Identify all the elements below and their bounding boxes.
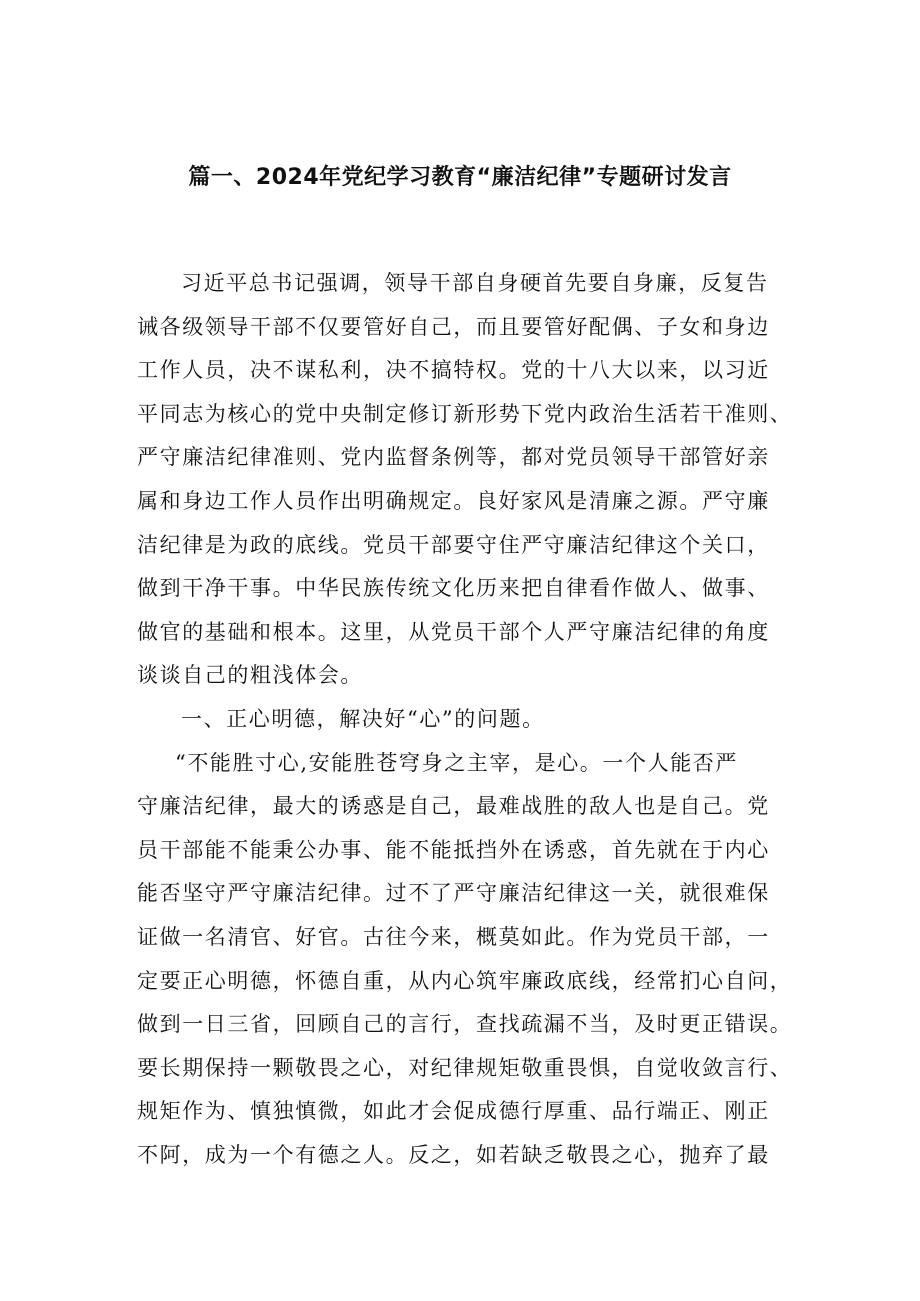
paragraph-line: 习近平总书记强调，领导干部自身硬首先要自身廉，反复告 [181, 271, 769, 295]
paragraph-line: 定要正心明德，怀德自重，从内心筑牢廉政底线，经常扪心自问， [137, 968, 793, 993]
paragraph-line: 工作人员，决不谋私利，决不搞特权。党的十八大以来，以习近 [137, 358, 770, 383]
paragraph-line: 守廉洁纪律，最大的诱惑是自己，最难战胜的敌人也是自己。党 [137, 794, 770, 819]
paragraph-line: 做到干净干事。中华民族传统文化历来把自律看作做人、做事、 [137, 576, 770, 601]
section-heading: 一、正心明德，解决好“心”的问题。 [181, 706, 545, 731]
paragraph-line: 要长期保持一颗敬畏之心，对纪律规矩敬重畏惧，自觉收敛言行、 [137, 1055, 793, 1080]
document-body [137, 262, 797, 1177]
paragraph-line: 严守廉洁纪律准则、党内监督条例等，都对党员领导干部管好亲 [137, 445, 770, 470]
paragraph-line: “不能胜寸心,安能胜苍穹身之主宰，是心。一个人能否严 [175, 750, 739, 775]
paragraph-line: 属和身边工作人员作出明确规定。良好家风是清廉之源。严守廉 [137, 488, 770, 513]
paragraph-line: 平同志为核心的党中央制定修订新形势下党内政治生活若干准则、 [137, 401, 793, 426]
paragraph-line: 谈谈自己的粗浅体会。 [137, 663, 363, 688]
paragraph-line: 洁纪律是为政的底线。党员干部要守住严守廉洁纪律这个关口， [137, 532, 770, 557]
paragraph-line: 诫各级领导干部不仅要管好自己，而且要管好配偶、子女和身边 [137, 314, 770, 339]
document-title: 篇一、2024年党纪学习教育“廉洁纪律”专题研讨发言 [188, 165, 732, 190]
paragraph-line: 规矩作为、慎独慎微，如此才会促成德行厚重、品行端正、刚正 [137, 1099, 770, 1124]
paragraph-line: 能否坚守严守廉洁纪律。过不了严守廉洁纪律这一关，就很难保 [137, 881, 770, 906]
paragraph-line: 做官的基础和根本。这里，从党员干部个人严守廉洁纪律的角度 [137, 619, 770, 644]
paragraph-line: 证做一名清官、好官。古往今来，概莫如此。作为党员干部，一 [137, 924, 770, 949]
paragraph-line: 员干部能不能秉公办事、能不能抵挡外在诱惑，首先就在于内心 [137, 837, 770, 862]
paragraph-line: 不阿，成为一个有德之人。反之，如若缺乏敬畏之心，抛弃了最 [137, 1142, 770, 1167]
paragraph-line: 做到一日三省，回顾自己的言行，查找疏漏不当，及时更正错误。 [137, 1012, 793, 1037]
